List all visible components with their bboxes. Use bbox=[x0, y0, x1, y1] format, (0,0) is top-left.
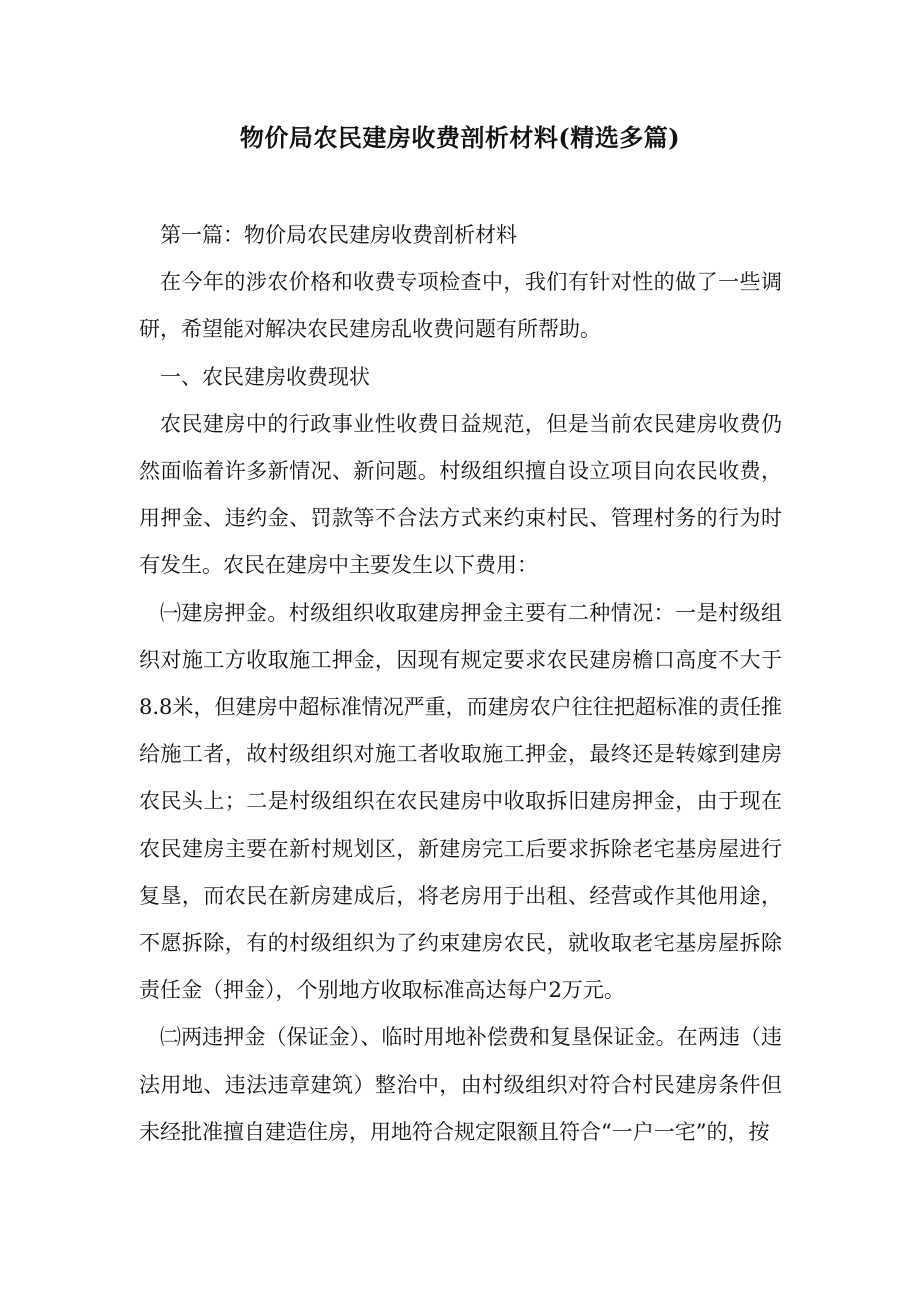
status-paragraph: 农民建房中的行政事业性收费日益规范，但是当前农民建房收费仍然面临着许多新情况、新问题。村级组织擅自设立项目向农民收费，用押金、违约金、罚款等不合法方式来约束村民、管理村务的行为时有发生。农民在建房中主要发生以下费用： bbox=[139, 411, 782, 578]
document-body bbox=[139, 212, 782, 1156]
item-building-deposit: ㈠建房押金。村级组织收取建房押金主要有二种情况：一是村级组织对施工方收取施工押金，因现有规定要求农民建房檐口高度不大于8.8米，但建房中超标准情况严重，而建房农户往往把超标准的责任推给施工者，故村级组织对施工者收取施工押金，最终还是转嫁到建房农民头上；二是村级组织在农民建房中收取拆旧建房押金，由于现在农民建房主要在新村规划区，新建房完工后要求拆除老宅基房屋进行复垦，而农民在新房建成后，将老房用于出租、经营或作其他用途，不愿拆除，有的村级组织为了约束建房农民，就收取老宅基房屋拆除责任金（押金），个别地方收取标准高达每户2万元。 bbox=[139, 600, 782, 1003]
item-two-violations-deposit: ㈡两违押金（保证金）、临时用地补偿费和复垦保证金。在两违（违法用地、违法违章建筑）整治中，由村级组织对符合村民建房条件但未经批准擅自建造住房，用地符合规定限额且符合“一户一宅”的，按 bbox=[139, 1025, 782, 1144]
intro-paragraph: 在今年的涉农价格和收费专项检查中，我们有针对性的做了一些调研，希望能对解决农民建房乱收费问题有所帮助。 bbox=[139, 270, 782, 342]
section-heading-part-one: 第一篇：物价局农民建房收费剖析材料 bbox=[160, 223, 517, 247]
section-heading-status: 一、农民建房收费现状 bbox=[160, 364, 370, 389]
document-title: 物价局农民建房收费剖析材料(精选多篇) bbox=[239, 123, 681, 152]
